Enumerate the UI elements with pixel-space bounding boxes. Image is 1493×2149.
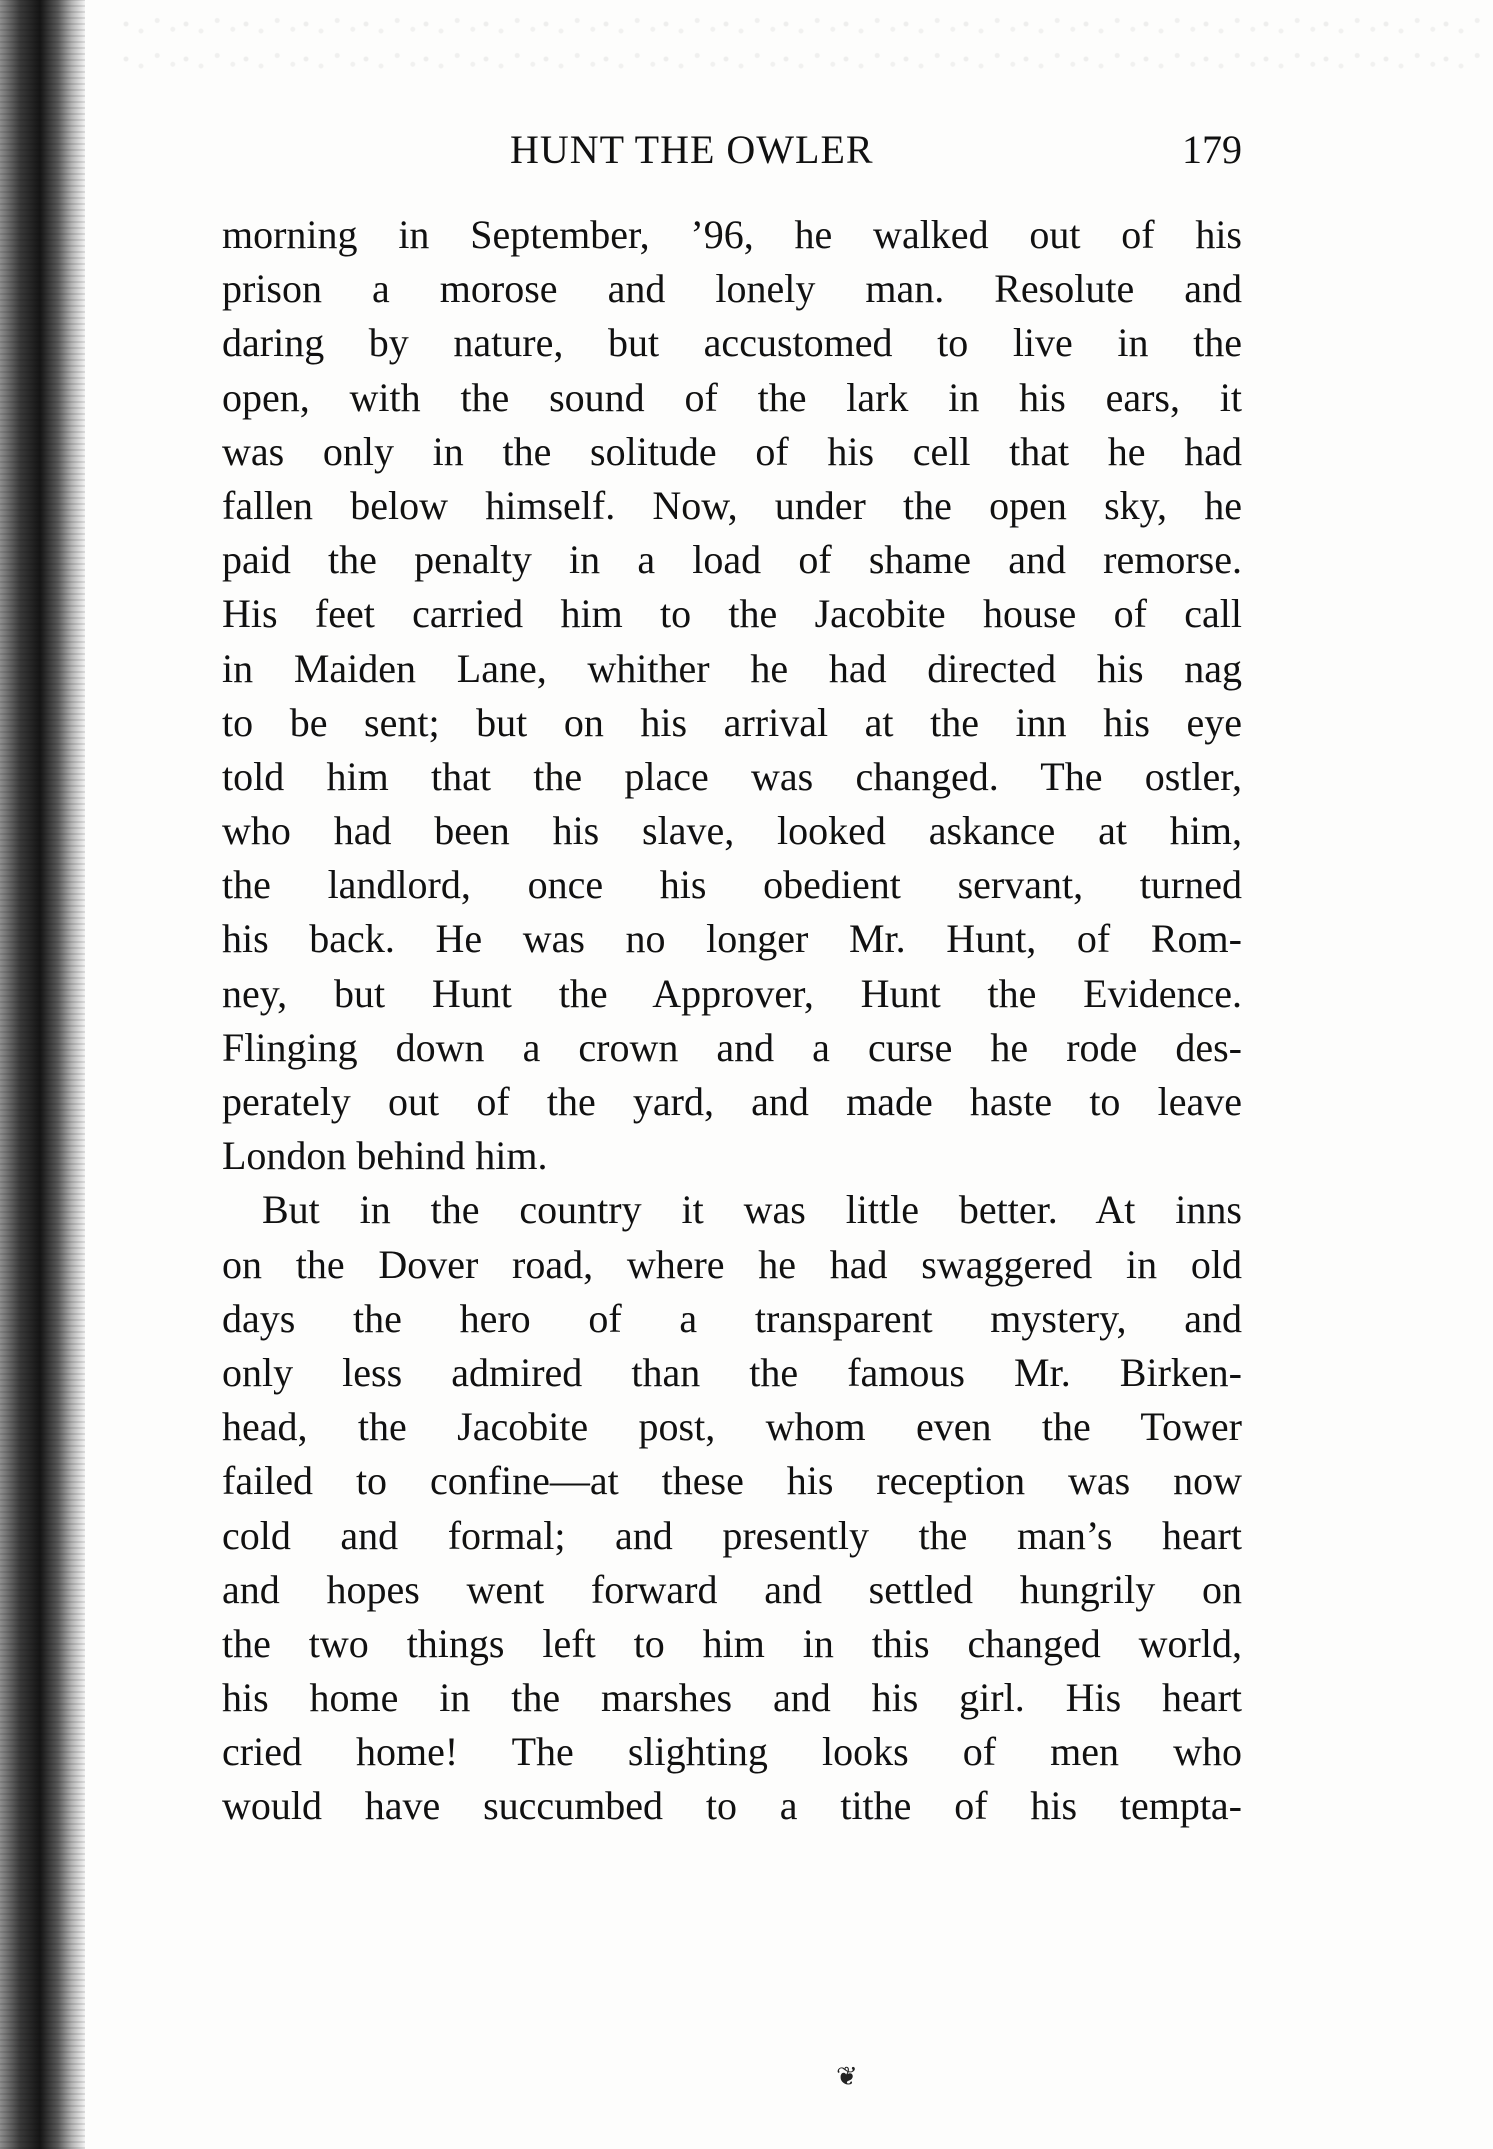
text-line: and hopes went forward and settled hungrily on: [222, 1566, 1242, 1612]
text-line: in Maiden Lane, whither he had directed his nag: [222, 645, 1242, 691]
text-line: would have succumbed to a tithe of his tempta-: [222, 1783, 1242, 1829]
page-number: 179: [1182, 127, 1242, 172]
text-line: cold and formal; and presently the man’s heart: [222, 1512, 1242, 1558]
text-line: on the Dover road, where he had swaggered in old: [222, 1241, 1242, 1287]
text-line: cried home! The slighting looks of men who: [222, 1729, 1242, 1775]
text-line: ney, but Hunt the Approver, Hunt the Evidence.: [222, 970, 1242, 1016]
text-line: prison a morose and lonely man. Resolute and: [222, 266, 1242, 312]
text-line: the two things left to him in this changed world,: [222, 1620, 1242, 1666]
body-text: [222, 208, 1242, 1834]
text-line: only less admired than the famous Mr. Birken-: [222, 1349, 1242, 1395]
text-line: his home in the marshes and his girl. His heart: [222, 1675, 1242, 1721]
text-line: who had been his slave, looked askance at him,: [222, 808, 1242, 854]
running-head: [222, 122, 1242, 178]
text-line: daring by nature, but accustomed to live in the: [222, 320, 1242, 366]
text-line: London behind him.: [222, 1133, 548, 1179]
text-line: Flinging down a crown and a curse he rode des-: [222, 1024, 1242, 1070]
paper-speckle: [120, 10, 1480, 80]
text-line: morning in September, ’96, he walked out of his: [222, 212, 1242, 257]
ornament-icon: ❦: [836, 2062, 858, 2091]
text-line: was only in the solitude of his cell that he had: [222, 428, 1242, 474]
text-line: his back. He was no longer Mr. Hunt, of Rom-: [222, 916, 1242, 962]
binding-gutter: [0, 0, 85, 2149]
text-line: days the hero of a transparent mystery, and: [222, 1295, 1242, 1341]
text-line: the landlord, once his obedient servant, turned: [222, 862, 1242, 908]
text-line: to be sent; but on his arrival at the inn his eye: [222, 699, 1242, 745]
text-line: paid the penalty in a load of shame and remorse.: [222, 537, 1242, 583]
text-line: failed to confine—at these his reception was now: [222, 1458, 1242, 1504]
text-line: But in the country it was little better. At inns: [262, 1187, 1242, 1233]
text-line: perately out of the yard, and made haste to leave: [222, 1079, 1242, 1124]
text-line: told him that the place was changed. The ostler,: [222, 753, 1242, 799]
text-line: His feet carried him to the Jacobite house of call: [222, 591, 1242, 637]
text-line: head, the Jacobite post, whom even the Tower: [222, 1404, 1242, 1450]
running-title: HUNT THE OWLER: [510, 127, 874, 172]
text-line: open, with the sound of the lark in his ears, it: [222, 374, 1242, 420]
text-line: fallen below himself. Now, under the open sky, he: [222, 482, 1242, 528]
